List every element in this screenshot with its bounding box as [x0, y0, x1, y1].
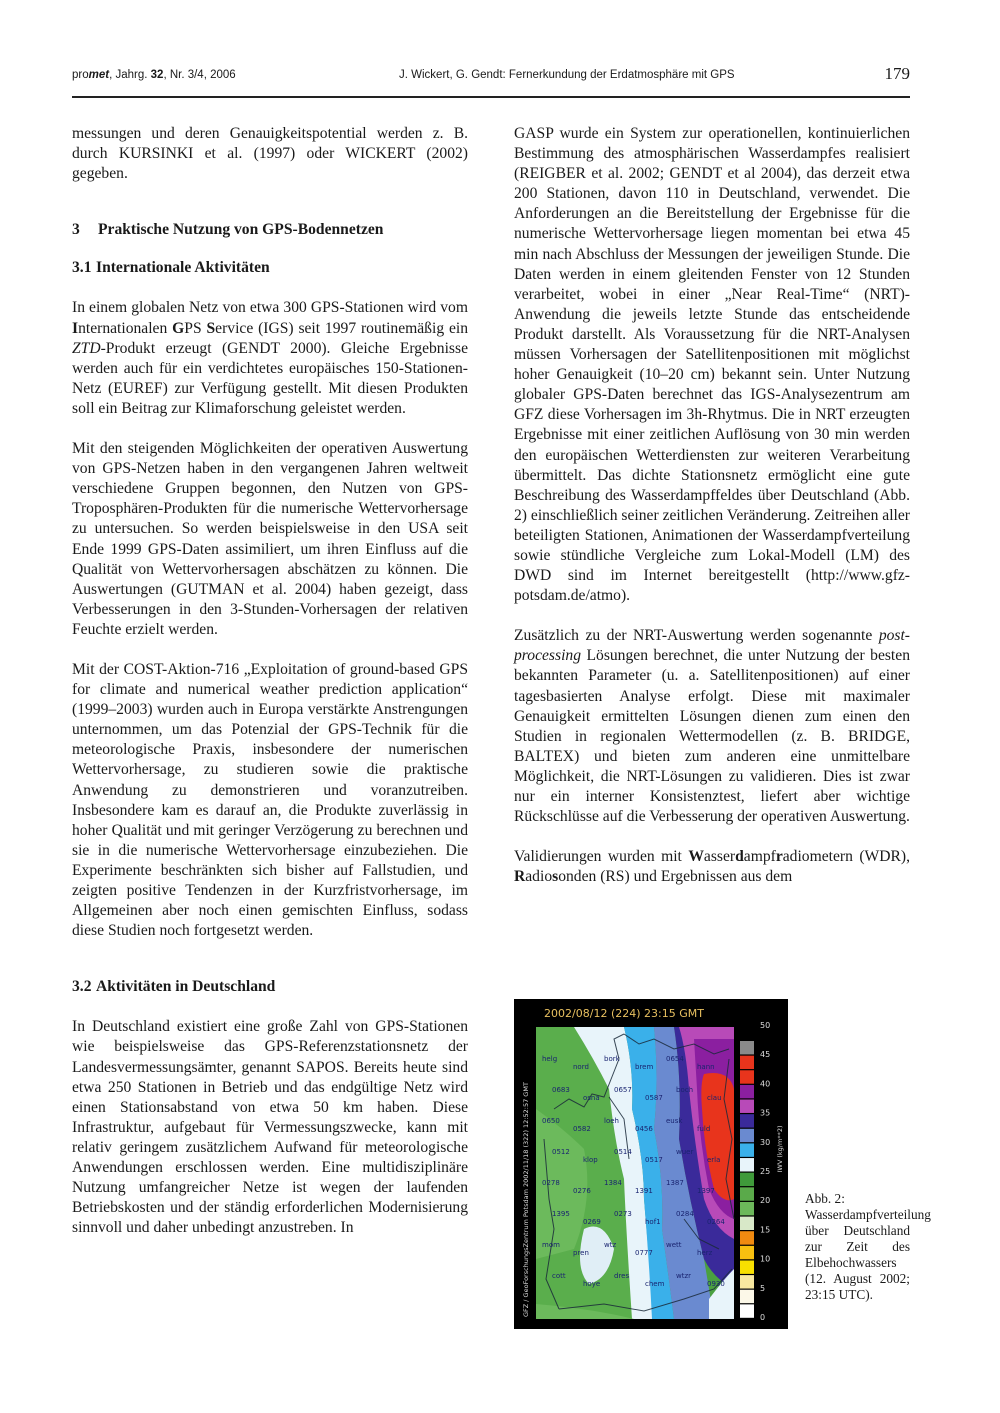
paragraph: GASP wurde ein System zur operationellen, kontinuierlichen Bestimmung des atmosphärischen Wasserdampfes realisiert (REIGBER et al. 2002; GENDT et al 2004), das derzeit etwa 200 Stationen, davon 110 in Deutschland, verwendet. Die Anforderungen an die Bereitstellung der Ergebnisse für die numerische Wettervorhersage liegen momentan bei etwa 45 min nach Abschluss der Messungen der jeweiligen Stunde. Die Daten werden in einem gleitenden Fenster von 12 Stunden verarbeitet, wobei in einer „Near Real-Time“ (NRT)-Anwendung die jeweils letzte Stunde das entscheidende Produkt darstellt. Als Voraussetzung für die NRT-Analysen müssen Vorhersagen der Satellitenpositionen mit möglichst hoher Genauigkeit (10–20 cm) bekannt sein. Unter Nutzung globaler GPS-Daten berechnet das IGS-Analysezentrum am GFZ diese Vorhersagen im 3h-Rhytmus. Die in NRT erzeugten Ergebnisse mit einer zeitlichen Auflösung von 30 min werden den europäischen Wetterdiensten zur weiteren Verarbeitung übermittelt. Das dichte Stationsnetz ermöglicht eine gute Beschreibung des Wasserdampffeldes über Deutschland (Abb. 2) einschließlich seiner zeitlichen Veränderung. Zeitreihen aller beteiligten Stationen, Animationen der Wasserdampfverteilung sowie stündliche Vergleiche zum Lokal-Modell (LM) des DWD sind im Internet bereitgestellt (http://www.gfz-potsdam.de/atmo).: [514, 125, 910, 605]
colorbar-swatch: [740, 1231, 754, 1244]
colorbar-label: IWV (kg/m**2): [776, 1125, 784, 1173]
subsection-heading: [72, 977, 468, 997]
station-label: eusk: [666, 1117, 683, 1125]
section-number: 3: [72, 221, 80, 239]
station-label: 0650: [542, 1117, 560, 1125]
colorbar-swatch: [740, 1143, 754, 1156]
station-label: 1384: [604, 1179, 622, 1187]
paragraph: In einem globalen Netz von etwa 300 GPS-Stationen wird vom Internationalen GPS Service (IGS) seit 1997 routinemäßig ein ZTD-Produkt erzeugt (GENDT 2000). Gleiche Ergebnisse werden auch für ein verdichtetes europäisches 150-Stationen-Netz (EUREF) zur Verfügung gestellt. Mit diesen Produkten soll ein Beitrag zur Klimaforschung geleistet werden.: [72, 299, 469, 417]
colorbar-tick-label: 40: [760, 1079, 771, 1089]
station-label: chem: [645, 1280, 665, 1288]
station-label: erla: [707, 1156, 721, 1164]
colorbar-swatch: [740, 1129, 754, 1142]
colorbar-swatch: [740, 1056, 754, 1069]
paragraph: Validierungen wurden mit Wasserdampfradiometern (WDR), Radiosonden (RS) und Ergebnissen aus dem: [514, 848, 910, 886]
section-heading: [72, 220, 468, 240]
station-label: pren: [573, 1249, 589, 1257]
colorbar-swatch: [740, 1202, 754, 1215]
station-label: 1397: [697, 1187, 715, 1195]
subsection-heading: [72, 258, 468, 278]
colorbar-swatch: [740, 1260, 754, 1273]
iwv-map-svg: [514, 999, 788, 1329]
station-label: helg: [542, 1055, 558, 1063]
station-label: wtzr: [676, 1272, 692, 1280]
station-label: 0276: [573, 1187, 591, 1195]
station-label: 0278: [542, 1179, 560, 1187]
running-title: J. Wickert, G. Gendt: Fernerkundung der Erdatmosphäre mit GPS: [399, 69, 735, 81]
station-label: 1387: [666, 1179, 684, 1187]
station-label: wtz: [604, 1241, 617, 1249]
station-label: 1395: [552, 1210, 570, 1218]
running-header: [72, 66, 910, 86]
station-label: cott: [552, 1272, 566, 1280]
station-label: herz: [697, 1249, 713, 1257]
colorbar-swatch: [740, 1304, 754, 1317]
station-label: bork: [604, 1055, 620, 1063]
station-label: fuld: [697, 1125, 711, 1133]
station-label: hof1: [645, 1218, 661, 1226]
colorbar-tick-label: 20: [760, 1196, 771, 1206]
journal-year: , Jahrg.: [109, 69, 151, 81]
station-label: 0654: [666, 1055, 684, 1063]
station-label: hann: [697, 1063, 715, 1071]
colorbar-tick-label: 45: [760, 1050, 771, 1060]
station-label: 0582: [573, 1125, 591, 1133]
page-number: 179: [884, 64, 910, 83]
paragraph: In Deutschland existiert eine große Zahl von GPS-Stationen wie beispielsweise das GPS-Referenzstationsnetz der Landesvermessungsämter, genannt SAPOS. Bereits heute sind etwa 250 Stationen in Betrieb und das endgültige Netz wird einen Stationsabstand von etwa 50 km haben. Diese Infrastruktur, aufgebaut für Vermessungszwecke, kann mit relativ geringem zusätzlichem Aufwand für meteorologische Anwendungen erschlossen werden. Eine multidisziplinäre Nutzung umfangreicher Netze ist wegen der laufenden Betriebskosten und der ständig erforderlichen Modernisierung sinnvoll und daher unbedingt anzustreben. In: [72, 1018, 468, 1237]
station-label: 0930: [707, 1280, 725, 1288]
paragraph: Mit der COST-Aktion-716 „Exploitation of ground-based GPS for climate and numerical weather prediction application“ (1999–2003) wurden auch in Europa verstärkte Anstrengungen unternommen, um das Potenzial der GPS-Technik für die meteorologische Praxis, insbesondere der numerischen Wettervorhersage, zu studieren sowie die praktische Anwendung zu demonstrieren und voranzutreiben. Insbesondere kam es darauf an, die Produkte zuverlässig in hoher Qualität und mit geringer Verzögerung zu berechnen und sie in die numerische Wettervorhersage einzubeziehen. Die Experimente beschränkten sich bisher auf Fallstudien, und zeigten positive Tendenzen in der Kurzfristvorhersage, im Allgemeinen aber noch einen gemischten Einfluss, sodass diese Studien noch fortgesetzt werden.: [72, 660, 468, 940]
station-label: wett: [666, 1241, 682, 1249]
station-label: loeh: [604, 1117, 619, 1125]
colorbar-swatch: [740, 1085, 754, 1098]
station-label: 0269: [583, 1218, 601, 1226]
colorbar-swatch: [740, 1070, 754, 1083]
figure-side-label: GFZ / GeoForschungsZentrum Potsdam 2002/11/18 (322) 12:52:57 GMT: [522, 1082, 530, 1317]
left-column: [72, 124, 468, 1258]
station-label: 0683: [552, 1086, 570, 1094]
paragraph: messungen und deren Genauigkeitspotential werden z. B. durch KURSINKI et al. (1997) oder WICKERT (2002) gegeben.: [72, 125, 468, 183]
station-label: mom: [542, 1241, 560, 1249]
right-column: [514, 124, 910, 907]
station-label: boch: [676, 1086, 694, 1094]
colorbar-swatch: [740, 1217, 754, 1230]
caption-label: Abb. 2:: [805, 1191, 845, 1206]
subsection-number: 3.2: [72, 978, 92, 996]
colorbar-tick-label: 5: [760, 1283, 766, 1293]
station-label: nord: [573, 1063, 589, 1071]
header-rule: [72, 96, 910, 98]
station-label: 0456: [635, 1125, 653, 1133]
colorbar-swatch: [740, 1275, 754, 1288]
station-label: 0657: [614, 1086, 632, 1094]
station-label: 0587: [645, 1094, 663, 1102]
figure-title: 2002/08/12 (224) 23:15 GMT: [544, 1007, 704, 1020]
station-label: klop: [583, 1156, 598, 1164]
colorbar-tick-label: 30: [760, 1137, 771, 1147]
station-label: wuer: [676, 1148, 694, 1156]
section-title: Praktische Nutzung von GPS-Bodennetzen: [98, 221, 384, 239]
station-label: clau: [707, 1094, 722, 1102]
caption-text: Wasserdampfverteilung über Deutschland zur Zeit des Elbehochwassers (12. August 2002; 23:15 UTC).: [805, 1207, 931, 1302]
station-label: 0514: [614, 1148, 632, 1156]
colorbar-swatch: [740, 1041, 754, 1054]
journal-volume: 32: [150, 69, 164, 81]
journal-issue: , Nr. 3/4, 2006: [163, 69, 236, 81]
journal-name-italic: met: [88, 69, 110, 81]
colorbar-swatch: [740, 1290, 754, 1303]
station-label: osna: [583, 1094, 600, 1102]
station-label: 0512: [552, 1148, 570, 1156]
figure-caption: [805, 1191, 931, 1303]
colorbar-tick-label: 15: [760, 1225, 771, 1235]
colorbar-swatch: [740, 1158, 754, 1171]
station-label: brem: [635, 1063, 654, 1071]
station-label: 0517: [645, 1156, 663, 1164]
colorbar-swatch: [740, 1187, 754, 1200]
journal-citation: [72, 69, 236, 81]
colorbar-swatch: [740, 1114, 754, 1127]
colorbar-tick-label: 50: [760, 1021, 771, 1030]
station-label: 1391: [635, 1187, 653, 1195]
figure-iwv-map: [514, 999, 788, 1329]
subsection-title: Internationale Aktivitäten: [96, 259, 270, 277]
colorbar-tick-label: 35: [760, 1108, 771, 1118]
station-label: dres: [614, 1272, 630, 1280]
journal-name-prefix: pro: [72, 69, 89, 81]
subsection-number: 3.1: [72, 259, 92, 277]
colorbar-swatch: [740, 1173, 754, 1186]
colorbar-tick-label: 0: [760, 1313, 766, 1322]
station-label: hoye: [583, 1280, 601, 1288]
paragraph: Mit den steigenden Möglichkeiten der operativen Auswertung von GPS-Netzen haben in den vergangenen Jahren weltweit verschiedene Gruppen begonnen, den Nutzen von GPS-Troposphären-Produkten für die numerische Wettervorhersage zu untersuchen. So werden beispielsweise in den USA seit Ende 1999 GPS-Daten assimiliert, um ihren Einfluss auf die Qualität von Wettervorhersagen abschätzen zu können. Die Auswertungen (GUTMAN et al. 2004) haben gezeigt, dass Verbesserungen in den 3-Stunden-Vorhersagen der relativen Feuchte erzielt werden.: [72, 440, 468, 638]
subsection-title: Aktivitäten in Deutschland: [96, 978, 276, 996]
colorbar-swatch: [740, 1246, 754, 1259]
colorbar-tick-label: 10: [760, 1254, 771, 1264]
station-label: 0264: [707, 1218, 725, 1226]
station-label: 0273: [614, 1210, 632, 1218]
station-label: 0777: [635, 1249, 653, 1257]
colorbar-swatch: [740, 1100, 754, 1113]
colorbar-tick-label: 25: [760, 1167, 771, 1176]
paragraph: Zusätzlich zu der NRT-Auswertung werden sogenannte post-processing Lösungen berechnet, die unter Nutzung der besten bekannten Parameter (u. a. Satellitenpositionen) auf einer tagesbasierten Analyse erfolgt. Diese mit maximaler Genauigkeit ermittelten Lösungen dienen zum einen den Studien in regionalen Wettermodellen (z. B. BRIDGE, BALTEX) und bieten zum anderen eine unmittelbare Möglichkeit, die NRT-Lösungen zu validieren. Dies ist zwar nur ein interner Konsistenztest, liefert aber wichtige Rückschlüsse auf die Verbesserung der operativen Auswertung.: [514, 627, 910, 826]
station-label: 0284: [676, 1210, 694, 1218]
